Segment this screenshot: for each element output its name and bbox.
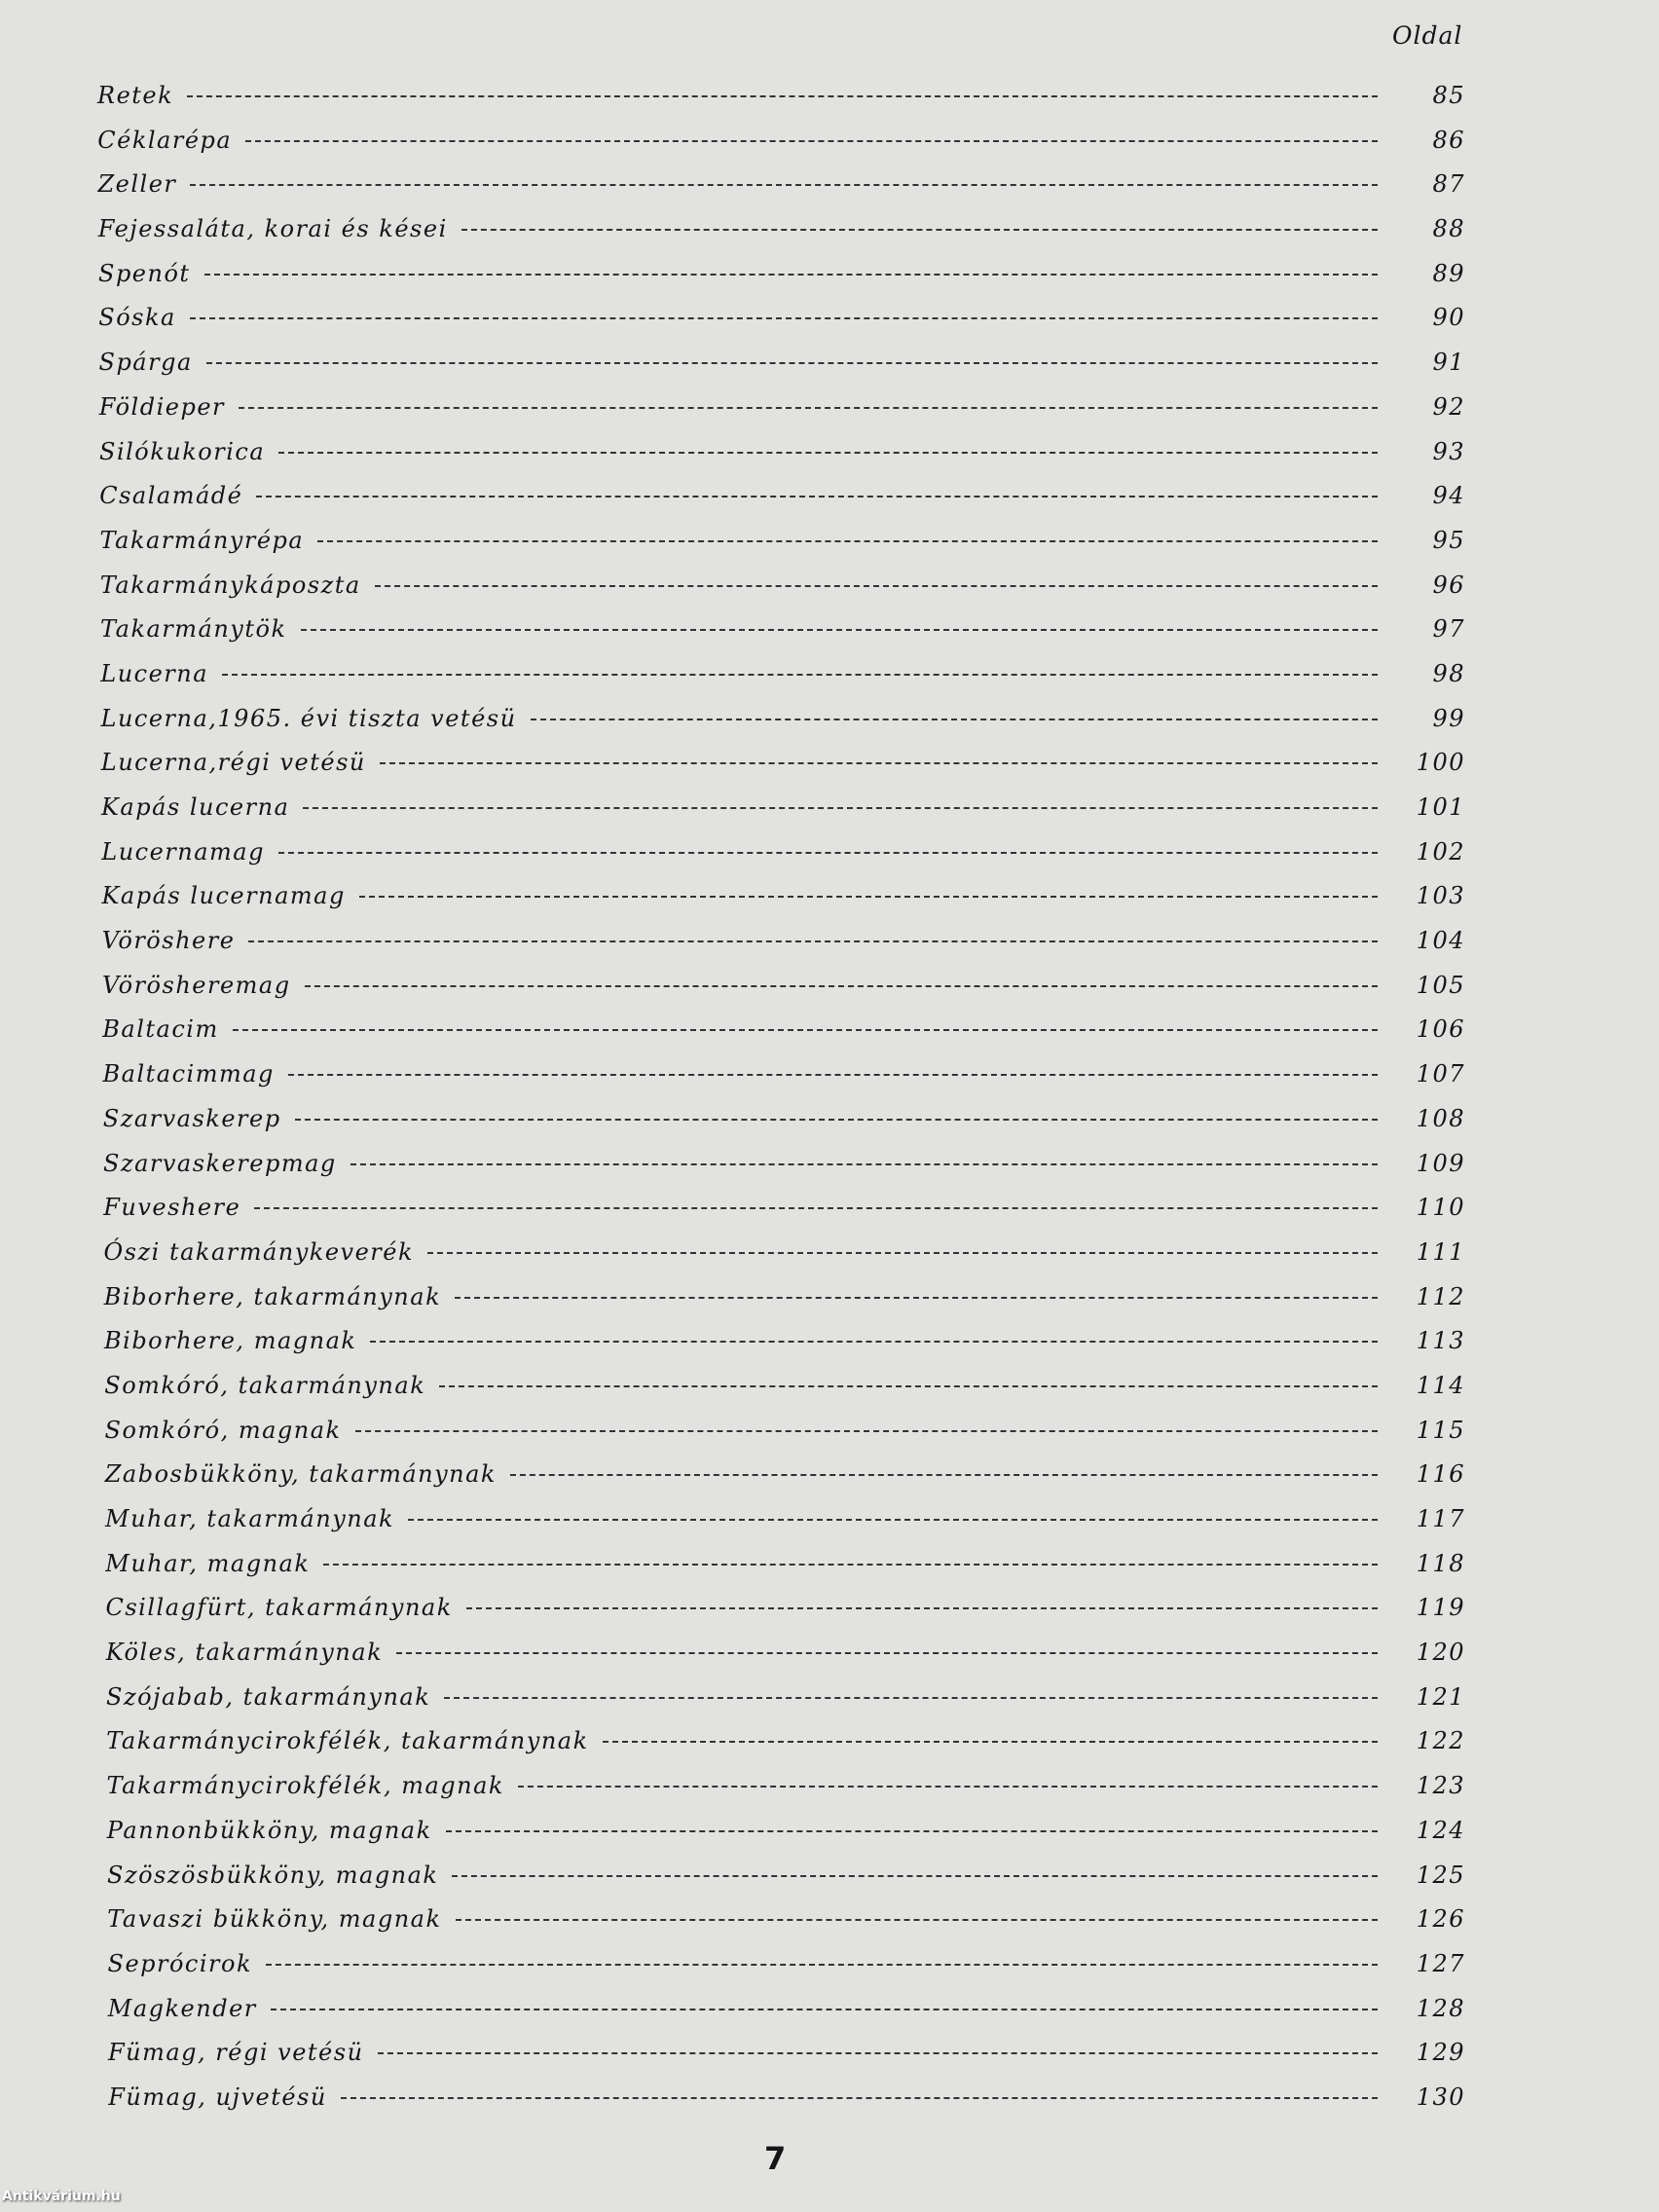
dot-leader [301,629,1379,631]
toc-entry-title: Somkóró, takarmánynak [104,1371,426,1399]
toc-entry [97,749,1465,793]
dot-leader [206,362,1378,364]
toc-entry [97,2083,1465,2128]
toc-entry [97,527,1465,571]
toc-entry-title: Szarvaskerep [102,1104,281,1132]
toc-entry-title: Biborhere, magnak [104,1327,357,1355]
toc-entry-page: 96 [1432,571,1465,599]
toc-entry-page: 92 [1432,392,1465,421]
dot-leader [317,540,1378,542]
toc-entry [97,1283,1465,1328]
toc-entry-title: Lucerna,1965. évi tiszta vetésü [100,704,517,732]
toc-entry-title: Kapás lucerna [101,793,290,821]
toc-entry-title: Biborhere, takarmánynak [103,1282,442,1310]
dot-leader [510,1474,1378,1476]
toc-entry [97,127,1465,171]
toc-entry-page: 112 [1416,1282,1465,1310]
dot-leader [355,1430,1378,1432]
toc-entry-title: Magkender [107,1994,257,2022]
toc-entry [97,1060,1465,1105]
watermark: Antikvárium.hu [2,2189,121,2204]
dot-leader [305,985,1378,987]
dot-leader [245,140,1378,142]
toc-entry-title: Muhar, magnak [105,1549,311,1577]
dot-leader [288,1074,1378,1076]
toc-entry [97,1327,1465,1372]
toc-entry-page: 116 [1416,1460,1465,1489]
dot-leader [187,95,1378,97]
dot-leader [341,2097,1378,2099]
toc-entry-title: Spenót [98,259,191,287]
page-column-header: Oldal [1392,21,1463,50]
toc-entry-title: Fejessaláta, korai és kései [97,215,448,243]
toc-entry-page: 97 [1432,615,1465,644]
toc-entry-page: 122 [1416,1727,1465,1755]
dot-leader [370,1341,1378,1343]
toc-entry-title: Zabosbükköny, takarmánynak [104,1460,497,1489]
dot-leader [531,719,1378,720]
toc-entry [97,1905,1465,1950]
toc-entry [97,260,1465,305]
dot-leader [461,229,1378,231]
toc-entry-page: 114 [1416,1371,1465,1399]
dot-leader [190,317,1378,319]
toc-entry-title: Seprócirok [107,1949,253,1977]
toc-entry-page: 117 [1416,1505,1465,1532]
dot-leader [359,896,1378,898]
toc-entry-page: 104 [1416,927,1465,955]
toc-entry-page: 106 [1416,1015,1465,1044]
toc-entry-title: Fuveshere [103,1194,241,1222]
toc-entry-page: 100 [1416,749,1465,777]
toc-entry-title: Fümag, ujvetésü [108,2083,327,2111]
toc-entry-page: 98 [1432,659,1465,687]
toc-entry-title: Köles, takarmánynak [105,1639,384,1667]
toc-entry-title: Takarmánytök [100,615,287,644]
dot-leader [233,1029,1378,1031]
toc-entry-page: 126 [1416,1905,1465,1934]
dot-leader [350,1163,1378,1165]
dot-leader [271,2009,1378,2010]
toc-entry [97,705,1465,750]
toc-entry-title: Baltacimmag [102,1060,275,1088]
toc-entry [97,571,1465,616]
toc-entry-title: Lucerna [100,659,209,687]
toc-entry [97,660,1465,705]
dot-leader [466,1607,1378,1609]
toc-entry [97,615,1465,660]
toc-entry-page: 103 [1416,882,1465,910]
toc-entry-page: 94 [1432,482,1465,510]
toc-entry-title: Céklarépa [97,126,233,154]
dot-leader [452,1875,1378,1877]
toc-entry [97,838,1465,883]
toc-entry [97,1727,1465,1772]
toc-entry-page: 86 [1432,126,1465,154]
dot-leader [278,852,1378,854]
toc-entry [97,482,1465,527]
dot-leader [295,1119,1378,1121]
dot-leader [396,1652,1378,1654]
toc-entry [97,1460,1465,1505]
dot-leader [190,184,1378,186]
toc-entry [97,1238,1465,1283]
toc-entry-page: 123 [1416,1772,1465,1800]
toc-entry-page: 124 [1416,1816,1465,1844]
toc-entry [97,1639,1465,1683]
toc-entry-page: 130 [1416,2083,1465,2111]
dot-leader [248,940,1378,942]
dot-leader [378,2052,1378,2054]
toc-entry-page: 115 [1416,1416,1465,1444]
toc-entry-page: 99 [1432,704,1465,732]
dot-leader [303,807,1378,809]
toc-entry [97,1817,1465,1862]
toc-entry-title: Takarmánycirokfélék, magnak [106,1772,504,1800]
toc-entry-page: 111 [1416,1237,1465,1266]
dot-leader [380,762,1378,764]
toc-entry-page: 109 [1416,1149,1465,1177]
dot-leader [408,1519,1378,1521]
toc-entry [97,393,1465,438]
toc-entry-page: 129 [1416,2039,1465,2067]
toc-entry [97,1683,1465,1728]
toc-entry-title: Fümag, régi vetésü [108,2039,364,2067]
toc-entry-page: 121 [1416,1682,1465,1711]
toc-entry-title: Szöszösbükköny, magnak [107,1861,439,1889]
dot-leader [375,585,1378,587]
toc-entry [97,82,1465,127]
toc-entry [97,1417,1465,1461]
toc-entry [97,1105,1465,1150]
dot-leader [603,1741,1378,1743]
toc-entry [97,1862,1465,1906]
dot-leader [278,452,1378,454]
toc-entry-page: 105 [1416,971,1465,999]
table-of-contents [97,82,1465,2128]
toc-entry [97,1194,1465,1238]
toc-entry-page: 101 [1416,793,1465,821]
toc-entry-page: 102 [1416,837,1465,866]
toc-entry-title: Szarvaskerepmag [103,1149,337,1177]
dot-leader [254,1207,1378,1209]
toc-entry [97,1150,1465,1195]
dot-leader [456,1919,1378,1921]
toc-entry-title: Zeller [97,170,177,199]
toc-entry-page: 128 [1416,1994,1465,2022]
toc-entry-title: Lucerna,régi vetésü [100,749,366,777]
dot-leader [518,1786,1378,1788]
dot-leader [204,274,1378,276]
toc-entry-title: Baltacim [102,1015,219,1044]
toc-entry-title: Takarmánykáposzta [99,571,361,599]
toc-entry-page: 118 [1416,1549,1465,1577]
toc-entry [97,1372,1465,1417]
toc-entry-page: 107 [1416,1060,1465,1088]
toc-entry-title: Kapás lucernamag [101,882,346,910]
dot-leader [266,1964,1378,1966]
toc-entry [97,972,1465,1016]
dot-leader [323,1564,1378,1566]
dot-leader [222,674,1378,676]
toc-entry-title: Szójabab, takarmánynak [106,1682,431,1711]
toc-entry [97,438,1465,483]
toc-entry-title: Ószi takarmánykeverék [103,1237,415,1266]
toc-entry-title: Csalamádé [99,482,243,510]
dot-leader [256,496,1378,498]
toc-entry [97,349,1465,393]
toc-entry [97,215,1465,260]
toc-entry [97,882,1465,927]
page-number: 7 [764,2140,787,2177]
toc-entry-title: Vöröshere [101,927,236,955]
toc-entry-page: 127 [1416,1949,1465,1977]
toc-entry [97,2039,1465,2083]
toc-entry [97,1995,1465,2040]
toc-entry-page: 88 [1432,215,1465,243]
dot-leader [446,1830,1378,1832]
toc-entry-title: Pannonbükköny, magnak [106,1816,432,1844]
toc-entry-page: 87 [1432,170,1465,199]
dot-leader [455,1297,1378,1299]
toc-entry [97,793,1465,838]
toc-entry-page: 120 [1416,1639,1465,1667]
toc-entry [97,927,1465,972]
toc-entry-page: 125 [1416,1861,1465,1889]
toc-entry-page: 93 [1432,437,1465,465]
dot-leader [239,407,1378,409]
toc-entry-title: Tavaszi bükköny, magnak [107,1905,442,1934]
toc-entry-page: 85 [1432,82,1465,109]
dot-leader [439,1385,1378,1387]
dot-leader [427,1252,1378,1254]
toc-entry [97,1950,1465,1995]
toc-entry-page: 113 [1416,1327,1465,1355]
toc-entry-title: Sóska [98,304,176,332]
toc-entry-page: 110 [1416,1194,1465,1222]
dot-leader [444,1697,1378,1699]
toc-entry-title: Spárga [98,349,193,377]
toc-entry [97,170,1465,215]
toc-entry-page: 108 [1416,1104,1465,1132]
toc-entry-title: Lucernamag [101,837,265,866]
toc-entry-page: 95 [1432,526,1465,554]
toc-entry-page: 90 [1432,304,1465,332]
toc-entry-title: Somkóró, magnak [104,1416,342,1444]
toc-entry-page: 91 [1432,349,1465,377]
toc-entry-page: 89 [1432,259,1465,287]
toc-entry-title: Takarmánycirokfélék, takarmánynak [106,1727,589,1755]
toc-entry [97,1550,1465,1595]
toc-entry-title: Retek [97,82,174,109]
toc-entry-title: Vörösheremag [102,971,291,999]
toc-entry-title: Muhar, takarmánynak [105,1505,395,1532]
toc-entry-title: Csillagfürt, takarmánynak [105,1594,453,1622]
toc-entry-page: 119 [1416,1594,1465,1622]
toc-entry-title: Takarmányrépa [99,526,305,554]
toc-entry [97,1594,1465,1639]
toc-entry [97,1772,1465,1817]
toc-entry [97,1505,1465,1550]
toc-entry [97,1015,1465,1060]
toc-entry [97,304,1465,349]
toc-entry-title: Földieper [98,392,225,421]
toc-entry-title: Silókukorica [99,437,266,465]
